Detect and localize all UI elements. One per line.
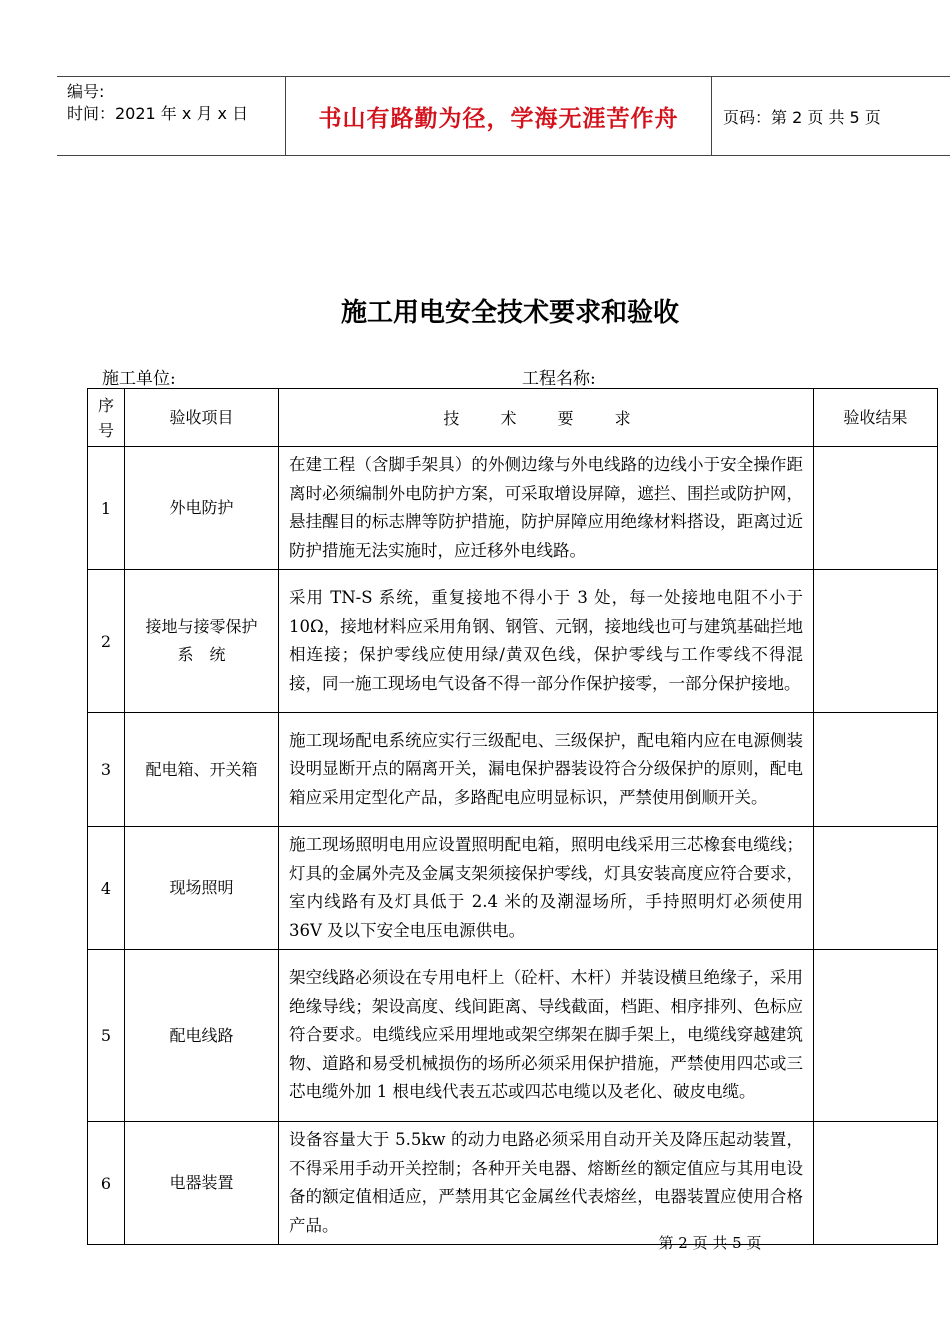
row-result[interactable] (814, 570, 938, 713)
acceptance-table (87, 388, 938, 1245)
table-row (88, 713, 938, 827)
document-title: 施工用电安全技术要求和验收 (340, 298, 679, 328)
table-row (88, 950, 938, 1122)
row-result[interactable] (814, 827, 938, 950)
row-requirement: 施工现场配电系统应实行三级配电、三级保护，配电箱内应在电源侧装设明显断开点的隔离开关，漏电保护器装设符合分级保护的原则，配电箱应采用定型化产品，多路配电应明显标识，严禁使用倒顺开关。 (279, 713, 814, 827)
header-divider (711, 77, 712, 155)
row-requirement: 施工现场照明电用应设置照明配电箱，照明电线采用三芯橡套电缆线；灯具的金属外壳及金属支架须接保护零线，灯具安装高度应符合要求，室内线路有及灯具低于 2.4 米的及潮湿场所，手持照明灯必须使用 36V 及以下安全电压电源供电。 (279, 827, 814, 950)
row-number: 1 (88, 447, 125, 570)
row-number: 4 (88, 827, 125, 950)
construction-unit-label: 施工单位: (102, 369, 176, 389)
table-row (88, 1122, 938, 1245)
row-number: 5 (88, 950, 125, 1122)
header-motto: 书山有路勤为径，学海无涯苦作舟 (318, 105, 679, 132)
page-footer: 第 2 页 共 5 页 (658, 1234, 762, 1252)
header-info (67, 81, 248, 125)
document-time-label: 时间：2021 年 x 月 x 日 (67, 104, 249, 123)
row-requirement: 设备容量大于 5.5kw 的动力电路必须采用自动开关及降压起动装置，不得采用手动开关控制；各种开关电器、熔断丝的额定值应与其用电设备的额定值相适应，严禁用其它金属丝代表熔丝，电器装置应使用合格产品。 (279, 1122, 814, 1245)
header-page-number: 页码：第 2 页 共 5 页 (723, 107, 881, 127)
table-header-row (88, 389, 938, 447)
row-result[interactable] (814, 950, 938, 1122)
table-row (88, 827, 938, 950)
header-inspection-item: 验收项目 (125, 389, 279, 447)
row-result[interactable] (814, 713, 938, 827)
row-number: 2 (88, 570, 125, 713)
row-number: 3 (88, 713, 125, 827)
header-technical-requirements: 技 术 要 求 (279, 389, 814, 447)
row-item: 现场照明 (125, 827, 279, 950)
row-item: 配电箱、开关箱 (125, 713, 279, 827)
row-item: 配电线路 (125, 950, 279, 1122)
header-acceptance-result: 验收结果 (814, 389, 938, 447)
row-item: 电器装置 (125, 1122, 279, 1245)
row-requirement: 架空线路必须设在专用电杆上（砼杆、木杆）并装设横旦绝缘子，采用绝缘导线；架设高度、线间距离、导线截面，档距、相序排列、色标应符合要求。电缆线应采用埋地或架空绑架在脚手架上，电缆线穿越建筑物、道路和易受机械损伤的场所必须采用保护措施，严禁使用四芯或三芯电缆外加 1 根电线代表五芯或四芯电缆以及老化、破皮电缆。 (279, 950, 814, 1122)
header-serial-number: 序 号 (88, 389, 125, 447)
row-requirement: 采用 TN-S 系统，重复接地不得小于 3 处，每一处接地电阻不小于 10Ω，接地材料应采用角钢、钢管、元钢，接地线也可与建筑基础拦地相连接；保护零线应使用绿/黄双色线，保护零线与工作零线不得混接，同一施工现场电气设备不得一部分作保护接零，一部分保护接地。 (279, 570, 814, 713)
row-item: 外电防护 (125, 447, 279, 570)
project-name-label: 工程名称: (522, 369, 596, 389)
row-result[interactable] (814, 447, 938, 570)
page-header (57, 76, 950, 156)
row-result[interactable] (814, 1122, 938, 1245)
table-row (88, 447, 938, 570)
document-number-label: 编号: (67, 82, 105, 101)
row-item: 接地与接零保护 系 统 (125, 570, 279, 713)
table-row (88, 570, 938, 713)
row-number: 6 (88, 1122, 125, 1245)
row-requirement: 在建工程（含脚手架具）的外侧边缘与外电线路的边线小于安全操作距离时必须编制外电防护方案，可采取增设屏障，遮拦、围拦或防护网，悬挂醒目的标志牌等防护措施，防护屏障应用绝缘材料搭设，距离过近防护措施无法实施时，应迁移外电线路。 (279, 447, 814, 570)
